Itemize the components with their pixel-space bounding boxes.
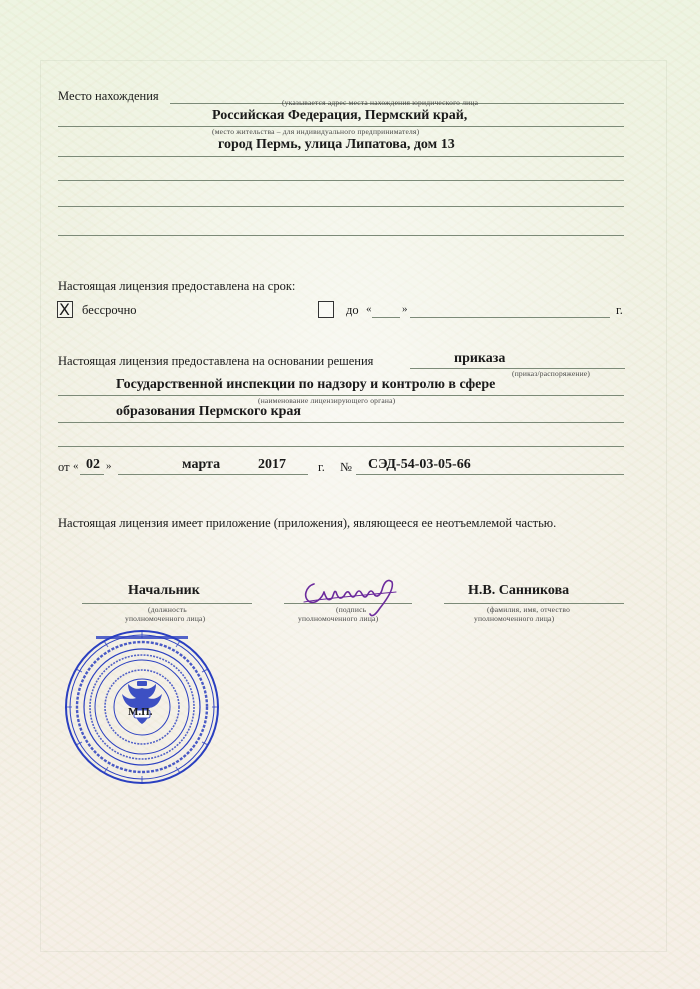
location-hint-individual: (место жительства – для индивидуального предпринимателя) bbox=[212, 127, 420, 136]
authority-line-3-rule bbox=[58, 446, 624, 447]
until-quote-open: « bbox=[366, 303, 372, 315]
date-from-label: от bbox=[58, 460, 70, 474]
date-quote-open: « bbox=[73, 460, 79, 472]
date-day-line bbox=[80, 474, 104, 475]
indefinite-checkbox bbox=[57, 301, 73, 318]
sign-hint-2: уполномоченного лица) bbox=[298, 614, 379, 623]
until-year-suffix: г. bbox=[616, 303, 623, 317]
page-frame bbox=[40, 60, 667, 952]
sign-hint-1: (подпись bbox=[336, 605, 367, 614]
date-year-suffix: г. bbox=[318, 460, 325, 474]
number-line bbox=[356, 474, 624, 475]
location-line-4 bbox=[58, 180, 624, 181]
position-hint-2: уполномоченного лица) bbox=[125, 614, 206, 623]
date-month: марта bbox=[182, 457, 221, 472]
license-number: СЭД-54-03-05-66 bbox=[368, 457, 471, 472]
date-year-line bbox=[256, 474, 308, 475]
date-month-line bbox=[118, 474, 256, 475]
number-sign: № bbox=[340, 460, 352, 474]
signer-name-line bbox=[444, 603, 624, 604]
location-line-2-text: город Пермь, улица Липатова, дом 13 bbox=[218, 137, 455, 152]
basis-label: Настоящая лицензия предоставлена на основании решения bbox=[58, 354, 374, 368]
signer-position-line bbox=[82, 603, 252, 604]
location-line-1-text: Российская Федерация, Пермский край, bbox=[212, 108, 468, 123]
appendix-text: Настоящая лицензия имеет приложение (приложения), являющееся ее неотъемлемой частью. bbox=[58, 516, 557, 530]
signer-position: Начальник bbox=[128, 583, 200, 598]
date-day: 02 bbox=[86, 457, 100, 472]
until-label: до bbox=[346, 303, 359, 317]
until-checkbox bbox=[318, 301, 334, 318]
handwritten-signature bbox=[296, 568, 406, 620]
authority-hint: (наименование лицензирующего органа) bbox=[258, 396, 396, 405]
until-date-line bbox=[410, 317, 610, 318]
authority-line-2: образования Пермского края bbox=[116, 404, 301, 419]
location-line-5 bbox=[58, 206, 624, 207]
name-hint-1: (фамилия, имя, отчество bbox=[487, 605, 571, 614]
date-year: 2017 bbox=[258, 457, 286, 472]
date-quote-close: » bbox=[106, 460, 112, 472]
stamp-mp-label: М.П. bbox=[128, 706, 153, 718]
decision-type-hint: (приказ/распоряжение) bbox=[512, 369, 591, 378]
location-line-6 bbox=[58, 235, 624, 236]
location-label: Место нахождения bbox=[58, 89, 159, 103]
authority-line-1: Государственной инспекции по надзору и контролю в сфере bbox=[116, 377, 496, 392]
decision-type: приказа bbox=[454, 351, 506, 366]
name-hint-2: уполномоченного лица) bbox=[474, 614, 555, 623]
indefinite-check-mark: X bbox=[59, 300, 70, 319]
location-hint-legal: (указывается адрес места нахождения юридического лица bbox=[282, 98, 479, 107]
until-quote-close: » bbox=[402, 303, 408, 315]
position-hint-1: (должность bbox=[148, 605, 187, 614]
location-line-3 bbox=[58, 156, 624, 157]
term-label: Настоящая лицензия предоставлена на срок: bbox=[58, 279, 296, 293]
indefinite-label: бессрочно bbox=[82, 303, 137, 317]
authority-line-2-rule bbox=[58, 422, 624, 423]
until-day-line bbox=[372, 317, 400, 318]
signer-name: Н.В. Санникова bbox=[468, 583, 570, 598]
